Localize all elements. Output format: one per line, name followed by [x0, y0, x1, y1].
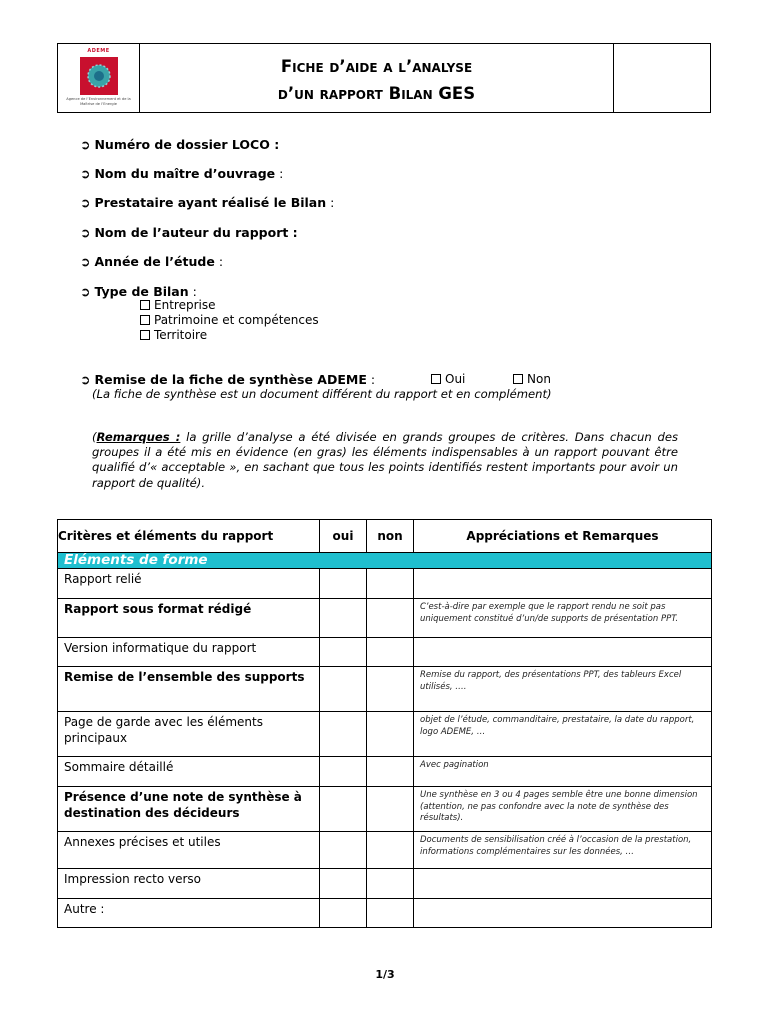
remark-cell[interactable]: Remise du rapport, des présentations PPT, des tableurs Excel utilisés, …. — [414, 667, 712, 712]
remark-cell[interactable] — [414, 569, 712, 599]
non-cell[interactable] — [367, 869, 414, 899]
logo-emblem-icon — [80, 57, 118, 95]
non-cell[interactable] — [367, 599, 414, 638]
oui-cell[interactable] — [320, 712, 367, 757]
non-cell[interactable] — [367, 638, 414, 667]
table-row — [58, 638, 712, 667]
checkbox[interactable] — [140, 330, 150, 340]
option-oui[interactable]: Oui — [431, 372, 465, 386]
non-cell[interactable] — [367, 787, 414, 832]
criterion-cell: Rapport relié — [58, 569, 320, 599]
remark-cell[interactable]: C’est-à-dire par exemple que le rapport rendu ne soit pas uniquement constitué d’un/de supports de présentation PPT. — [414, 599, 712, 638]
oui-cell[interactable] — [320, 569, 367, 599]
oui-cell[interactable] — [320, 832, 367, 869]
oui-cell[interactable] — [320, 638, 367, 667]
document-header — [57, 43, 711, 113]
criterion-cell: Page de garde avec les éléments principaux — [58, 712, 320, 757]
remise-note: (La fiche de synthèse est un document différent du rapport et en complément) — [92, 387, 552, 401]
oui-cell[interactable] — [320, 787, 367, 832]
field-prestataire: ➲ Prestataire ayant réalisé le Bilan : — [80, 195, 335, 210]
arrow-icon: ➲ — [80, 254, 91, 269]
field-dossier-label: Numéro de dossier LOCO : — [94, 137, 280, 152]
oui-cell[interactable] — [320, 869, 367, 899]
remark-cell[interactable] — [414, 869, 712, 899]
remark-cell[interactable] — [414, 638, 712, 667]
remark-cell[interactable]: Documents de sensibilisation créé à l’occasion de la prestation, informations complémentaires sur les données, … — [414, 832, 712, 869]
criterion-cell: Rapport sous format rédigé — [58, 599, 320, 638]
criterion-cell: Présence d’une note de synthèse à destination des décideurs — [58, 787, 320, 832]
table-row — [58, 712, 712, 757]
remarks-keyword: Remarques : — [96, 430, 181, 444]
criterion-cell: Sommaire détaillé — [58, 757, 320, 787]
header-appreciations: Appréciations et Remarques — [414, 520, 712, 553]
checkbox[interactable] — [140, 315, 150, 325]
non-cell[interactable] — [367, 899, 414, 928]
header-criteres: Critères et éléments du rapport — [58, 520, 320, 553]
option-territoire[interactable]: Territoire — [140, 328, 207, 342]
oui-cell[interactable] — [320, 757, 367, 787]
remarks-text: la grille d’analyse a été divisée en grands groupes de critères. Dans chacun des groupes il a été mis en évidence (en gras) les éléments indispensables à un rapport pouvant être qualifié d’« acceptable », en sachant que tous les points identifiés restent importants pour avoir un rapport de qualité). — [92, 430, 678, 490]
remark-cell[interactable]: Avec pagination — [414, 757, 712, 787]
logo-caption: Agence de l’Environnement et de la Maîtrise de l’Energie — [66, 97, 131, 106]
ademe-logo — [58, 44, 140, 112]
remark-cell[interactable]: Une synthèse en 3 ou 4 pages semble être une bonne dimension (attention, ne pas confondre avec la note de synthèse des résultats). — [414, 787, 712, 832]
table-row — [58, 667, 712, 712]
field-annee-label: Année de l’étude — [94, 254, 215, 269]
field-remise-label: Remise de la fiche de synthèse ADEME — [94, 372, 367, 387]
header-oui: oui — [320, 520, 367, 553]
field-auteur — [80, 225, 298, 241]
field-remise-fiche: ➲ Remise de la fiche de synthèse ADEME : — [80, 372, 376, 387]
non-cell[interactable] — [367, 757, 414, 787]
field-dossier — [80, 137, 279, 153]
logo-wordmark: ADEME — [87, 48, 110, 54]
arrow-icon: ➲ — [80, 195, 91, 210]
table-row — [58, 787, 712, 832]
option-entreprise[interactable]: Entreprise — [140, 298, 215, 312]
table-row — [58, 869, 712, 899]
field-prestataire-label: Prestataire ayant réalisé le Bilan — [94, 195, 327, 210]
field-annee: ➲ Année de l’étude : — [80, 254, 224, 269]
option-patrimoine[interactable]: Patrimoine et compétences — [140, 313, 319, 327]
section-title: Eléments de forme — [64, 552, 208, 568]
criterion-cell: Impression recto verso — [58, 869, 320, 899]
header-empty-cell — [613, 44, 710, 112]
field-maitre-ouvrage: ➲ Nom du maître d’ouvrage : — [80, 166, 284, 181]
remark-cell[interactable] — [414, 899, 712, 928]
remark-cell[interactable]: objet de l’étude, commanditaire, prestataire, la date du rapport, logo ADEME, … — [414, 712, 712, 757]
criterion-cell: Remise de l’ensemble des supports — [58, 667, 320, 712]
criteria-table — [57, 519, 712, 928]
checkbox[interactable] — [140, 300, 150, 310]
field-type-label: Type de Bilan — [94, 284, 189, 299]
table-header-row — [58, 520, 712, 553]
oui-cell[interactable] — [320, 599, 367, 638]
non-cell[interactable] — [367, 569, 414, 599]
remarks-paragraph: (Remarques : la grille d’analyse a été divisée en grands groupes de critères. Dans chacun des groupes il a été mis en évidence (en gras) les éléments indispensables à un rapport pouvant être qualifié d’« acceptable », en sachant que tous les points identifiés restent importants pour avoir un rapport de qualité). — [92, 430, 678, 490]
page-title — [140, 53, 613, 107]
oui-cell[interactable] — [320, 667, 367, 712]
criterion-cell: Autre : — [58, 899, 320, 928]
oui-cell[interactable] — [320, 899, 367, 928]
non-cell[interactable] — [367, 712, 414, 757]
field-auteur-label: Nom de l’auteur du rapport : — [94, 225, 298, 240]
table-row — [58, 569, 712, 599]
checkbox[interactable] — [431, 374, 441, 384]
table-row — [58, 899, 712, 928]
arrow-icon: ➲ — [80, 284, 91, 299]
title-line-1: Fiche d’aide a l’analyse — [280, 57, 473, 76]
checkbox[interactable] — [513, 374, 523, 384]
arrow-icon: ➲ — [80, 137, 91, 152]
criterion-cell: Version informatique du rapport — [58, 638, 320, 667]
non-cell[interactable] — [367, 667, 414, 712]
page-number: 1/3 — [375, 968, 395, 981]
header-non: non — [367, 520, 414, 553]
section-row — [58, 553, 712, 569]
table-row — [58, 832, 712, 869]
title-line-2: d’un rapport Bilan GES — [277, 84, 476, 103]
table-row — [58, 599, 712, 638]
option-non[interactable]: Non — [513, 372, 551, 386]
arrow-icon: ➲ — [80, 225, 91, 240]
arrow-icon: ➲ — [80, 372, 91, 387]
field-type-bilan: ➲ Type de Bilan : — [80, 284, 197, 299]
criterion-cell: Annexes précises et utiles — [58, 832, 320, 869]
arrow-icon: ➲ — [80, 166, 91, 181]
non-cell[interactable] — [367, 832, 414, 869]
table-row — [58, 757, 712, 787]
field-maitre-label: Nom du maître d’ouvrage — [94, 166, 276, 181]
